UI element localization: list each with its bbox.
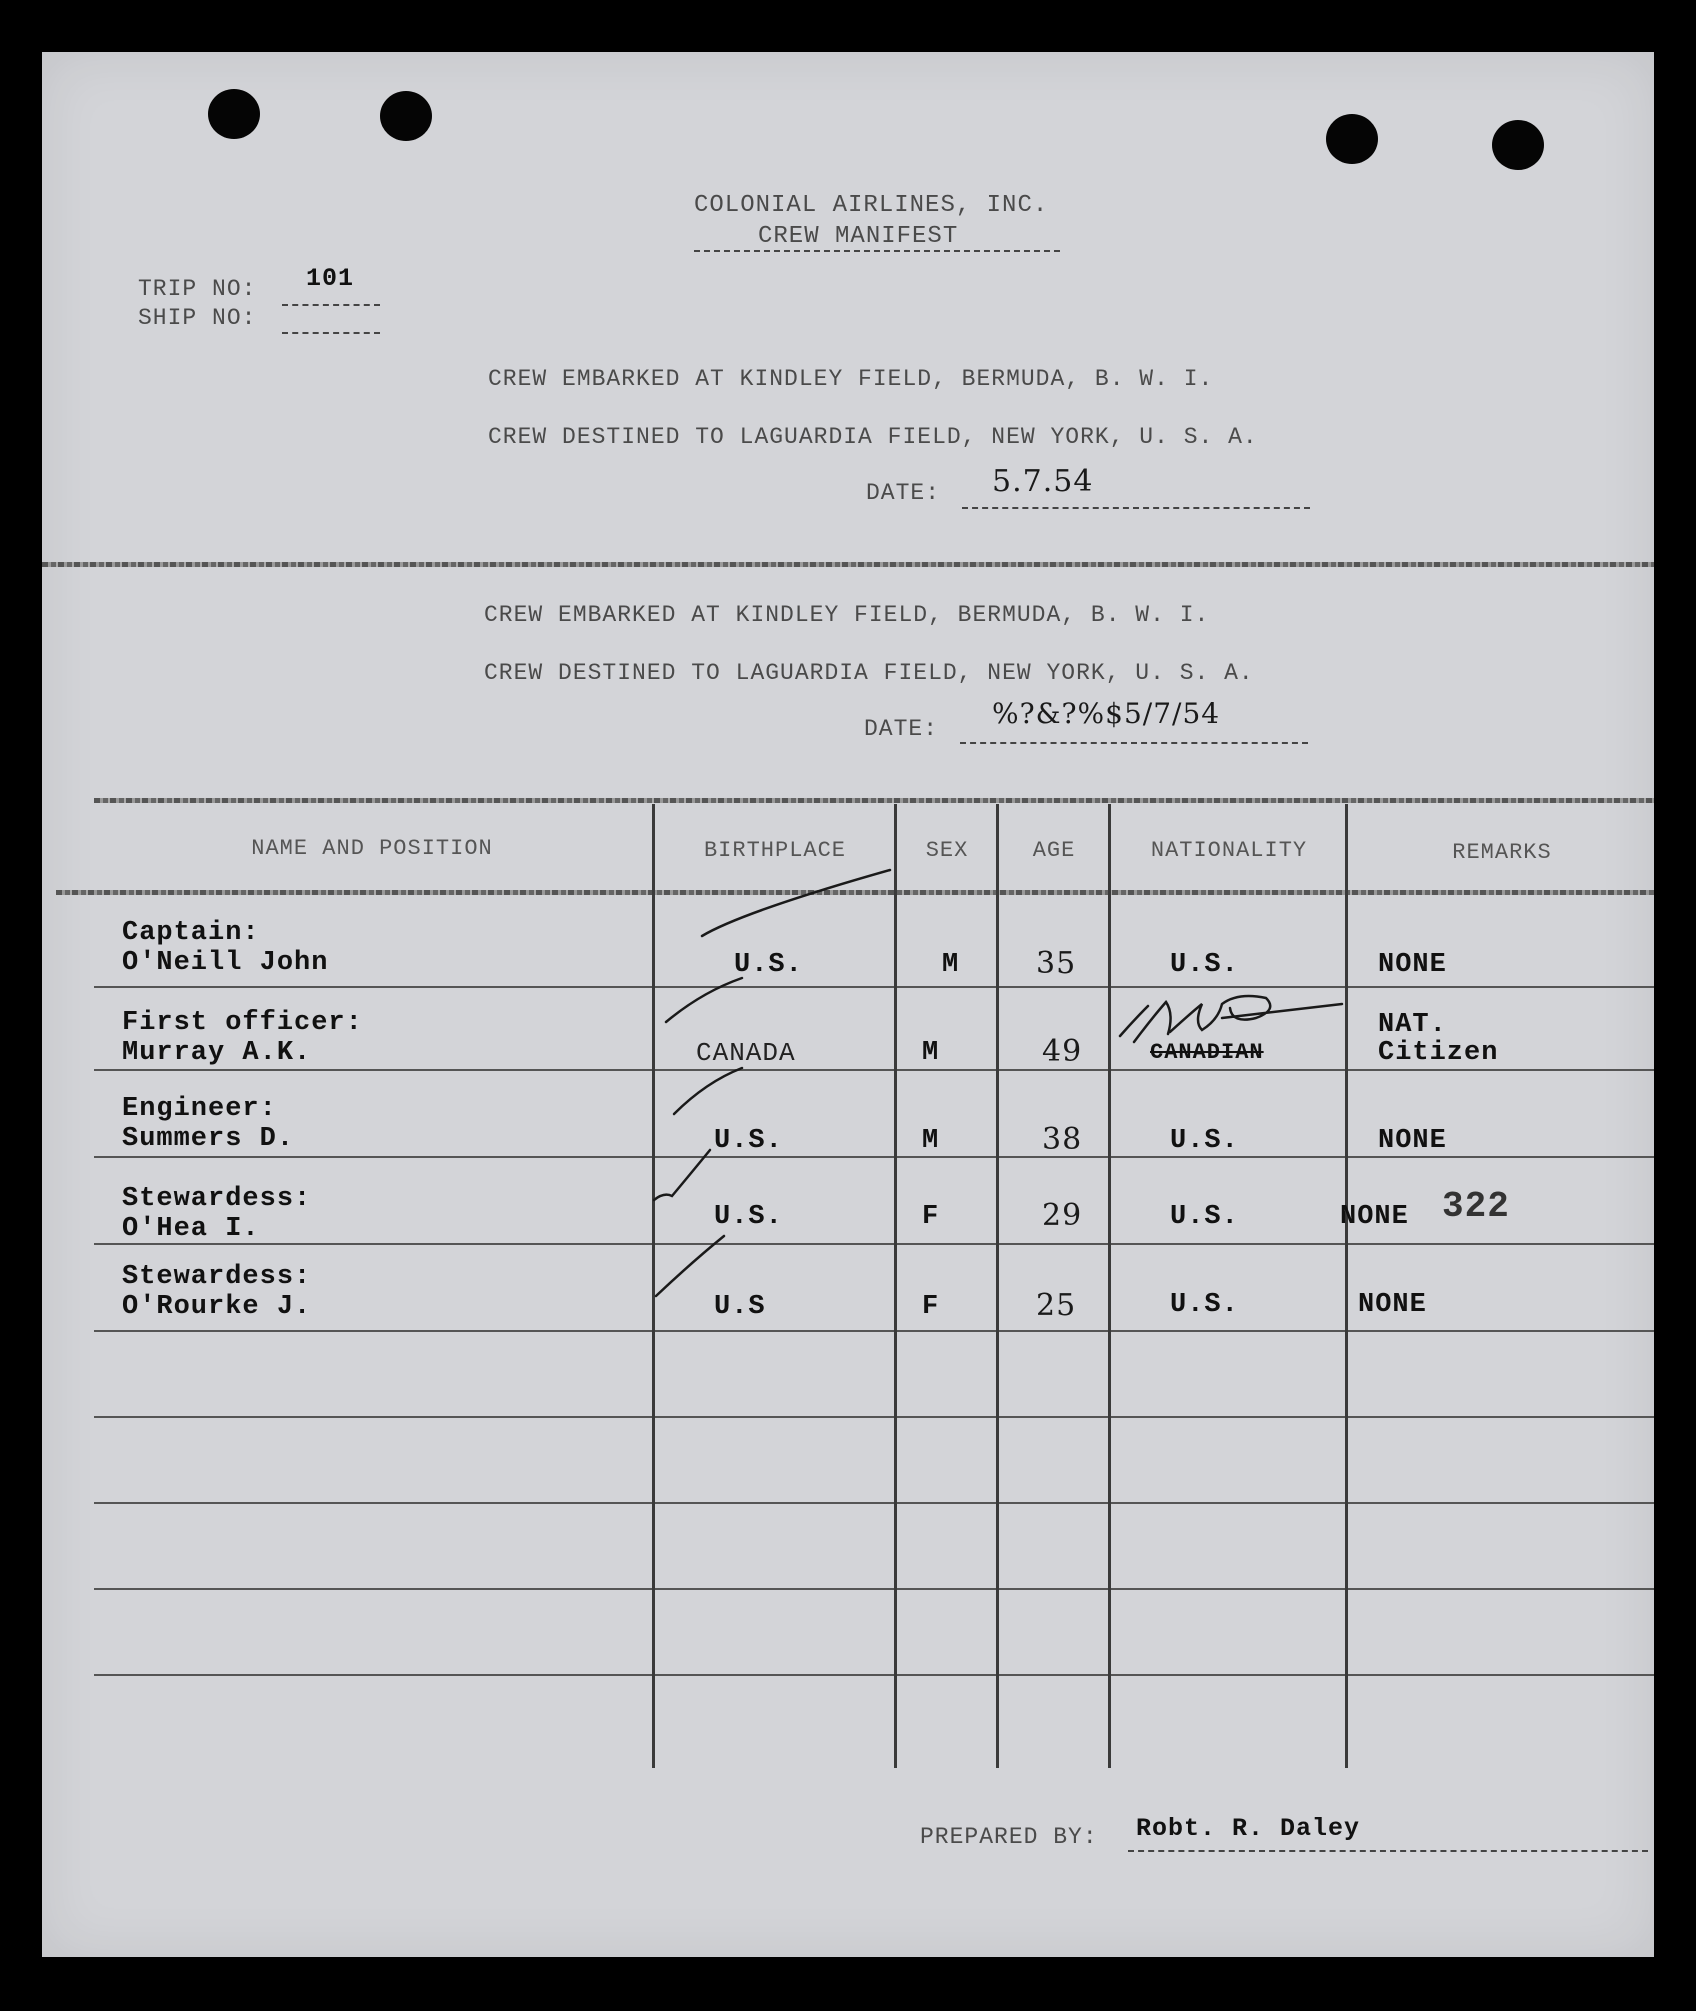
- crew-remarks: NONE: [1378, 1126, 1447, 1156]
- column-divider: [1108, 804, 1111, 1768]
- manifest-sheet: [42, 52, 1654, 1957]
- crew-age: 49: [1042, 1034, 1083, 1069]
- destined-line-2: CREW DESTINED TO LAGUARDIA FIELD, NEW YORK, U. S. A.: [484, 660, 1254, 686]
- crew-name: Summers D.: [122, 1124, 295, 1154]
- destined-line-1: CREW DESTINED TO LAGUARDIA FIELD, NEW YORK, U. S. A.: [488, 424, 1258, 450]
- crew-position: First officer:: [122, 1008, 363, 1038]
- ship-underline: [282, 332, 380, 334]
- prepared-label: PREPARED BY:: [920, 1824, 1098, 1850]
- column-header-remarks: REMARKS: [1452, 840, 1552, 865]
- table-top-border: [94, 798, 1654, 803]
- crew-age: 38: [1042, 1122, 1083, 1157]
- crew-nationality: U.S.: [1170, 1126, 1239, 1156]
- column-header-age: AGE: [1032, 838, 1076, 863]
- row-divider: [94, 1588, 1654, 1590]
- trip-underline: [282, 304, 380, 306]
- row-divider: [94, 1502, 1654, 1504]
- row-divider: [94, 986, 1654, 988]
- punch-hole: [1326, 114, 1378, 164]
- crew-name: Murray A.K.: [122, 1038, 312, 1068]
- row-divider: [94, 1674, 1654, 1676]
- stamp-number: 322: [1442, 1186, 1510, 1227]
- punch-hole: [1492, 120, 1544, 170]
- crew-remarks: NONE: [1378, 950, 1447, 980]
- crew-birthplace: CANADA: [696, 1038, 796, 1068]
- crew-age: 25: [1036, 1288, 1077, 1323]
- date-underline-2: [960, 742, 1308, 744]
- date-value-1: 5.7.54: [992, 464, 1094, 499]
- trip-label: TRIP NO:: [138, 276, 257, 302]
- prepared-underline: [1128, 1850, 1648, 1852]
- crew-sex: F: [922, 1292, 940, 1322]
- punch-hole: [380, 91, 432, 141]
- crew-remarks: NONE: [1340, 1202, 1409, 1232]
- crew-sex: M: [922, 1038, 940, 1068]
- column-header-birthplace: BIRTHPLACE: [703, 838, 847, 863]
- title-underline: [694, 250, 1060, 252]
- crew-birthplace: U.S.: [714, 1126, 783, 1156]
- crew-age: 29: [1042, 1198, 1083, 1233]
- crew-position: Captain:: [122, 918, 260, 948]
- crew-sex: F: [922, 1202, 940, 1232]
- crew-birthplace: U.S.: [714, 1202, 783, 1232]
- column-divider: [894, 804, 897, 1768]
- crew-position: Stewardess:: [122, 1262, 312, 1292]
- crew-sex: M: [942, 950, 960, 980]
- prepared-by-name: Robt. R. Daley: [1136, 1814, 1361, 1843]
- embarked-line-2: CREW EMBARKED AT KINDLEY FIELD, BERMUDA, B. W. I.: [484, 602, 1210, 628]
- company-name: COLONIAL AIRLINES, INC.: [694, 192, 1049, 219]
- ship-label: SHIP NO:: [138, 305, 257, 331]
- crew-nationality: U.S.: [1170, 1202, 1239, 1232]
- punch-hole: [208, 89, 260, 139]
- section-divider: [42, 562, 1654, 567]
- row-divider: [94, 1243, 1654, 1245]
- trip-value: 101: [306, 264, 355, 293]
- column-divider: [1345, 804, 1348, 1768]
- column-header-nationality: NATIONALITY: [1150, 838, 1308, 863]
- crew-nationality: U.S.: [1170, 950, 1239, 980]
- row-divider: [94, 1156, 1654, 1158]
- document-title: CREW MANIFEST: [758, 223, 959, 250]
- crew-age: 35: [1036, 946, 1077, 981]
- crew-name: O'Hea I.: [122, 1214, 260, 1244]
- column-header-name: NAME AND POSITION: [251, 836, 493, 861]
- crew-sex: M: [922, 1126, 940, 1156]
- crew-name: O'Neill John: [122, 948, 329, 978]
- column-header-sex: SEX: [925, 838, 969, 863]
- table-header-border: [56, 890, 1654, 895]
- crew-position: Stewardess:: [122, 1184, 312, 1214]
- date-underline-1: [962, 507, 1310, 509]
- date-value-2: %?&?%$5/7/54: [992, 697, 1221, 730]
- crew-nationality: U.S.: [1170, 1290, 1239, 1320]
- crew-name: O'Rourke J.: [122, 1292, 312, 1322]
- crew-position: Engineer:: [122, 1094, 277, 1124]
- crew-birthplace: U.S: [714, 1292, 766, 1322]
- date-label-1: DATE:: [866, 480, 941, 506]
- handwritten-marks: [42, 52, 1654, 1957]
- column-divider: [996, 804, 999, 1768]
- embarked-line-1: CREW EMBARKED AT KINDLEY FIELD, BERMUDA, B. W. I.: [488, 366, 1214, 392]
- row-divider: [94, 1416, 1654, 1418]
- date-label-2: DATE:: [864, 716, 939, 742]
- crew-birthplace: U.S.: [734, 950, 803, 980]
- crew-remarks: NONE: [1358, 1290, 1427, 1320]
- column-divider: [652, 804, 655, 1768]
- crew-nationality: CANADIAN: [1150, 1040, 1264, 1065]
- crew-remarks: NAT.: [1378, 1010, 1447, 1040]
- crew-remarks-line2: Citizen: [1378, 1038, 1499, 1068]
- row-divider: [94, 1069, 1654, 1071]
- row-divider: [94, 1330, 1654, 1332]
